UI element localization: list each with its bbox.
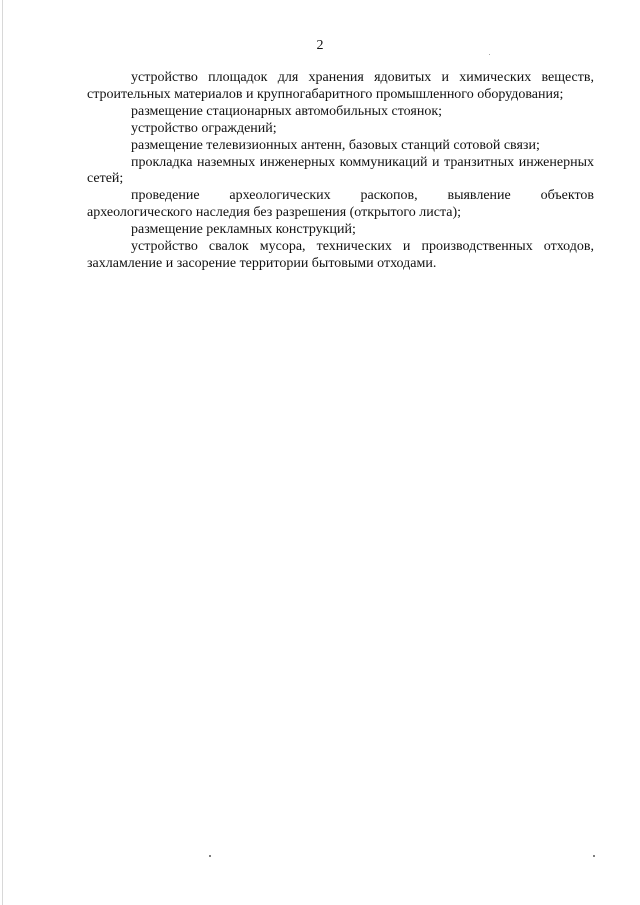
paragraph-excavations: проведение археологических раскопов, выявление объектов археологического наследия без разрешения (открытого листа); xyxy=(87,188,594,221)
scan-edge-line xyxy=(2,0,3,905)
paragraph-parking: размещение стационарных автомобильных стоянок; xyxy=(131,103,443,119)
scan-speck xyxy=(593,855,595,857)
paragraph-antennas: размещение телевизионных антенн, базовых станций сотовой связи; xyxy=(131,137,540,153)
paragraph-utilities: прокладка наземных инженерных коммуникаций и транзитных инженерных сетей; xyxy=(87,154,594,187)
scan-speck xyxy=(489,54,490,55)
paragraph-waste-dumps: устройство свалок мусора, технических и производственных отходов, захламление и засорение территории бытовыми отходами. xyxy=(87,239,594,271)
paragraph-storage-sites: устройство площадок для хранения ядовитых и химических веществ, строительных материалов и крупногабаритного промышленного оборудования; xyxy=(87,70,594,102)
paragraph-advertising: размещение рекламных конструкций; xyxy=(131,222,356,238)
restrictions-list xyxy=(87,70,594,273)
page-number: 2 xyxy=(316,38,324,53)
scan-speck xyxy=(209,855,211,857)
paragraph-fences: устройство ограждений; xyxy=(131,120,277,136)
